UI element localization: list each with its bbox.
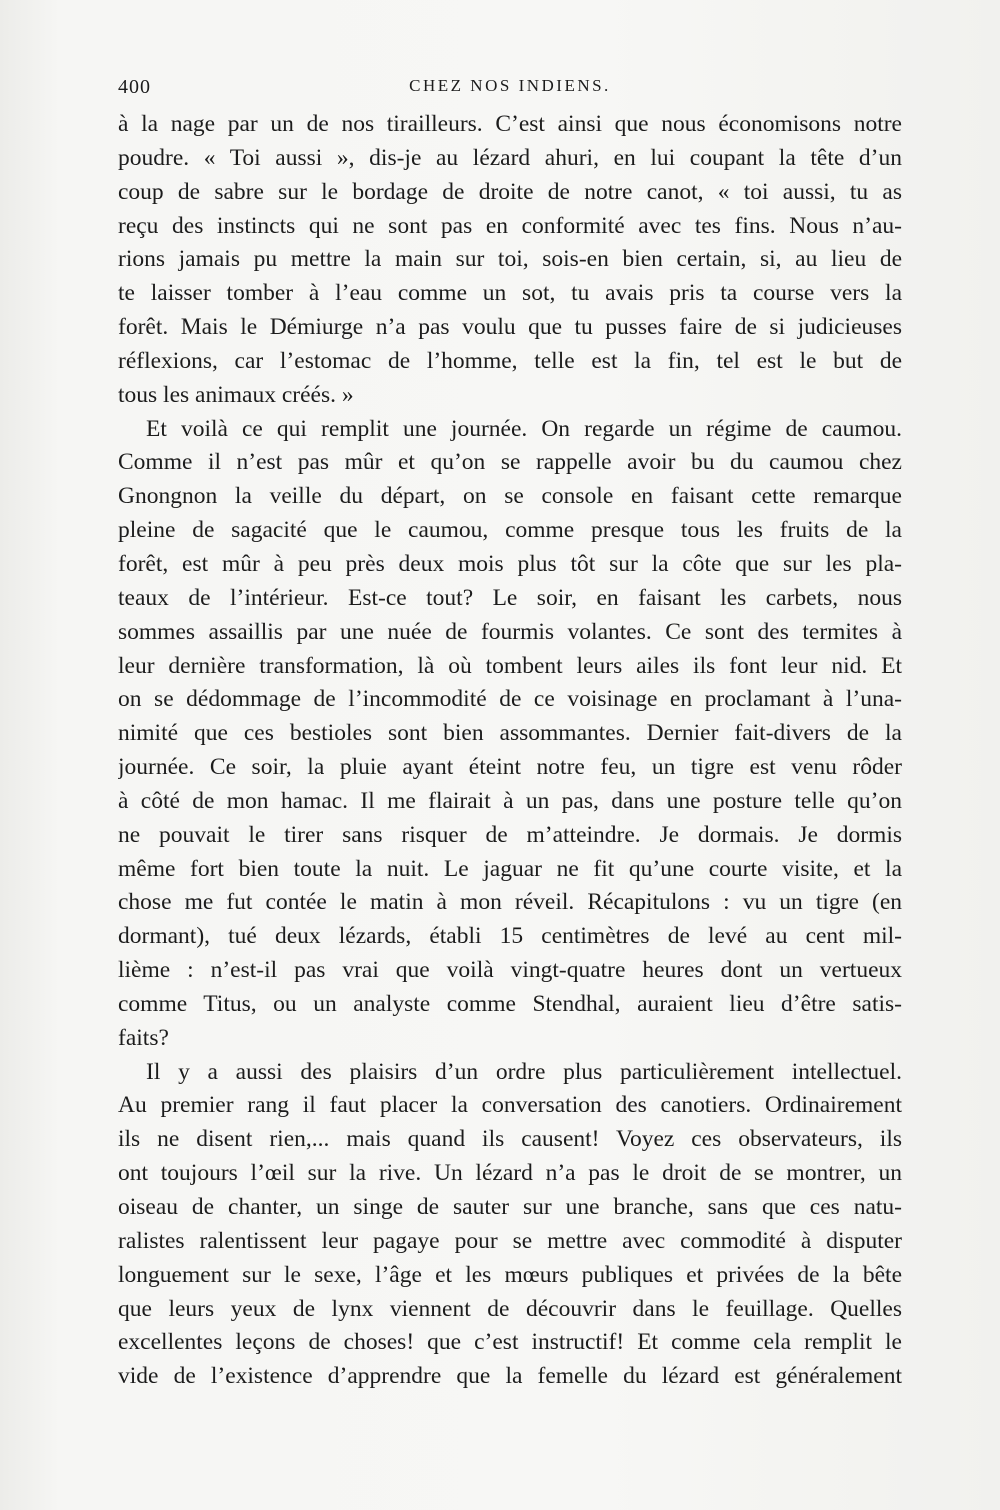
text-line: lième : n’est-il pas vrai que voilà vingt-quatre heures dont un vertueux bbox=[118, 957, 902, 984]
text-line: chose me fut contée le matin à mon réveil. Récapitulons : vu un tigre (en bbox=[118, 889, 902, 916]
text-line: vide de l’existence d’apprendre que la femelle du lézard est généralement bbox=[118, 1363, 902, 1390]
text-line: comme Titus, ou un analyste comme Stendhal, auraient lieu d’être satis- bbox=[118, 990, 902, 1017]
text-line: dormant), tué deux lézards, établi 15 centimètres de levé au cent mil- bbox=[118, 923, 902, 950]
text-line: nimité que ces bestioles sont bien assommantes. Dernier fait-divers de la bbox=[118, 720, 902, 747]
text-line: à la nage par un de nos tirailleurs. C’est ainsi que nous économisons notre bbox=[118, 111, 902, 137]
text-line: faits? bbox=[118, 1024, 169, 1051]
text-line: réflexions, car l’estomac de l’homme, telle est la fin, tel est le but de bbox=[118, 347, 902, 374]
text-line: à côté de mon hamac. Il me flairait à un pas, dans une posture telle qu’on bbox=[118, 787, 902, 814]
paragraph bbox=[118, 413, 902, 1056]
paragraph bbox=[118, 1056, 902, 1394]
text-line: tous les animaux créés. » bbox=[118, 381, 354, 408]
text-line: ont toujours l’œil sur la rive. Un lézard n’a pas le droit de se montrer, un bbox=[118, 1160, 902, 1187]
text-line: coup de sabre sur le bordage de droite de notre canot, « toi aussi, tu as bbox=[118, 178, 902, 205]
text-line: forêt, est mûr à peu près deux mois plus tôt sur la côte que sur les pla- bbox=[118, 550, 902, 577]
page-header bbox=[118, 76, 902, 100]
text-line: Gnongnon la veille du départ, on se console en faisant cette remarque bbox=[118, 483, 902, 510]
page-number: 400 bbox=[118, 76, 151, 98]
text-line: même fort bien toute la nuit. Le jaguar ne fit qu’une courte visite, et la bbox=[118, 855, 902, 882]
text-line: leur dernière transformation, là où tombent leurs ailes ils font leur nid. Et bbox=[118, 652, 902, 679]
text-line: Il y a aussi des plaisirs d’un ordre plus particulièrement intellectuel. bbox=[146, 1058, 902, 1085]
text-line: ils ne disent rien,... mais quand ils causent! Voyez ces observateurs, ils bbox=[118, 1126, 902, 1153]
text-line: reçu des instincts qui ne sont pas en conformité avec tes fins. Nous n’au- bbox=[118, 212, 902, 239]
text-line: Au premier rang il faut placer la conversation des canotiers. Ordinairement bbox=[118, 1092, 902, 1119]
text-line: te laisser tomber à l’eau comme un sot, tu avais pris ta course vers la bbox=[118, 280, 902, 307]
text-line: ralistes ralentissent leur pagaye pour se mettre avec commodité à disputer bbox=[118, 1227, 902, 1254]
text-line: sommes assaillis par une nuée de fourmis volantes. Ce sont des termites à bbox=[118, 618, 902, 645]
body-text bbox=[118, 108, 902, 1394]
text-line: forêt. Mais le Démiurge n’a pas voulu que tu pusses faire de si judicieuses bbox=[118, 314, 902, 341]
text-line: on se dédommage de l’incommodité de ce voisinage en proclamant à l’una- bbox=[118, 686, 902, 713]
text-line: Et voilà ce qui remplit une journée. On regarde un régime de caumou. bbox=[146, 415, 902, 442]
paragraph bbox=[118, 108, 902, 413]
running-head: CHEZ NOS INDIENS. bbox=[409, 76, 611, 95]
text-line: rions jamais pu mettre la main sur toi, sois-en bien certain, si, au lieu de bbox=[118, 246, 902, 273]
text-line: teaux de l’intérieur. Est-ce tout? Le soir, en faisant les carbets, nous bbox=[118, 584, 902, 611]
text-line: longuement sur le sexe, l’âge et les mœurs publiques et privées de la bête bbox=[118, 1261, 902, 1288]
text-line: poudre. « Toi aussi », dis-je au lézard ahuri, en lui coupant la tête d’un bbox=[118, 144, 902, 171]
text-line: excellentes leçons de choses! que c’est instructif! Et comme cela remplit le bbox=[118, 1329, 902, 1356]
text-line: pleine de sagacité que le caumou, comme presque tous les fruits de la bbox=[118, 517, 902, 544]
text-line: Comme il n’est pas mûr et qu’on se rappelle avoir bu du caumou chez bbox=[118, 449, 902, 476]
text-line: oiseau de chanter, un singe de sauter sur une branche, sans que ces natu- bbox=[118, 1194, 902, 1220]
text-line: journée. Ce soir, la pluie ayant éteint notre feu, un tigre est venu rôder bbox=[118, 754, 902, 781]
text-line: ne pouvait le tirer sans risquer de m’atteindre. Je dormais. Je dormis bbox=[118, 821, 902, 848]
text-line: que leurs yeux de lynx viennent de découvrir dans le feuillage. Quelles bbox=[118, 1295, 902, 1322]
